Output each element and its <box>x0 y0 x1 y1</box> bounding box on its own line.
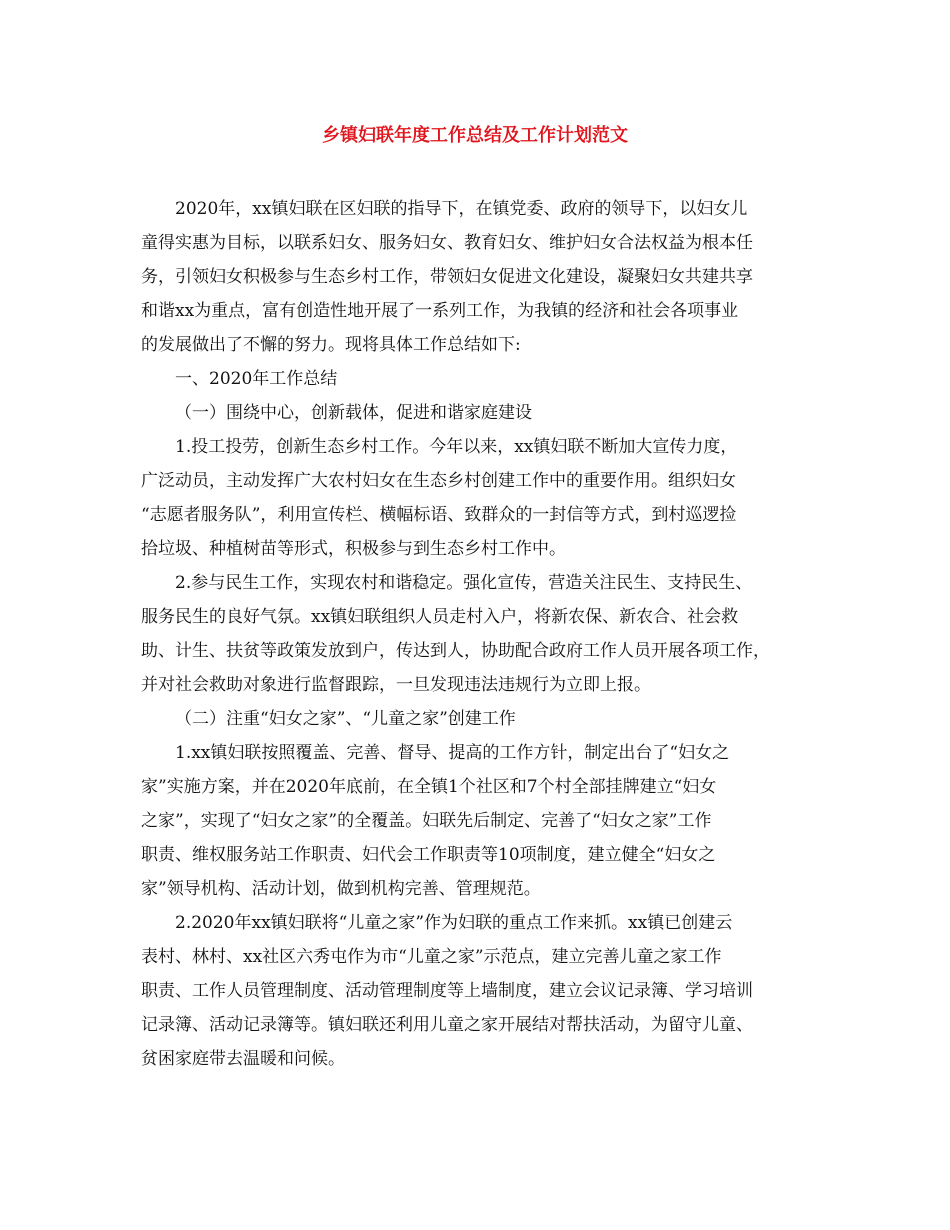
text-line: 拾垃圾、种植树苗等形式，积极参与到生态乡村工作中。 <box>141 539 566 559</box>
text-line: 2.参与民生工作，实现农村和谐稳定。强化宣传，营造关注民生、支持民生、 <box>175 573 753 593</box>
text-line: 贫困家庭带去温暖和问候。 <box>141 1049 345 1069</box>
subsection-heading <box>141 396 826 430</box>
section-heading <box>141 362 826 396</box>
text-line: 1.xx镇妇联按照覆盖、完善、督导、提高的工作方针，制定出台了“妇女之 <box>175 743 730 763</box>
text-line: 职责、工作人员管理制度、活动管理制度等上墙制度，建立会议记录簿、学习培训 <box>141 981 753 1001</box>
paragraph-item <box>141 566 826 702</box>
text-line: 广泛动员，主动发挥广大农村妇女在生态乡村创建工作中的重要作用。组织妇女 <box>141 471 736 491</box>
paragraph-item <box>141 736 826 906</box>
text-line: 表村、林村、xx社区六秀屯作为市“儿童之家”示范点，建立完善儿童之家工作 <box>141 947 722 967</box>
paragraph-item <box>141 906 826 1076</box>
text-line: 2.2020年xx镇妇联将“儿童之家”作为妇联的重点工作来抓。xx镇已创建云 <box>175 913 733 933</box>
paragraph-item <box>141 430 826 566</box>
text-line: 童得实惠为目标，以联系妇女、服务妇女、教育妇女、维护妇女合法权益为根本任 <box>141 233 753 253</box>
paragraph-intro <box>141 192 826 362</box>
text-line: 职责、维权服务站工作职责、妇代会工作职责等10项制度，建立健全“妇女之 <box>141 845 716 865</box>
text-line: （二）注重“妇女之家”、“儿童之家”创建工作 <box>175 709 516 729</box>
document-title: 乡镇妇联年度工作总结及工作计划范文 <box>322 125 628 146</box>
text-line: 家”领导机构、活动计划，做到机构完善、管理规范。 <box>141 879 541 899</box>
text-line: 的发展做出了不懈的努力。现将具体工作总结如下: <box>141 335 521 355</box>
text-line: 2020年，xx镇妇联在区妇联的指导下，在镇党委、政府的领导下，以妇女儿 <box>175 199 748 219</box>
subsection-heading <box>141 702 826 736</box>
text-line: 一、2020年工作总结 <box>175 369 338 389</box>
text-line: 助、计生、扶贫等政策发放到户，传达到人，协助配合政府工作人员开展各项工作， <box>141 641 770 661</box>
text-line: 记录簿、活动记录簿等。镇妇联还利用儿童之家开展结对帮扶活动，为留守儿童、 <box>141 1015 753 1035</box>
text-line: 和谐xx为重点，富有创造性地开展了一系列工作，为我镇的经济和社会各项事业 <box>141 301 739 321</box>
document-body <box>141 192 826 1076</box>
text-line: 之家”，实现了“妇女之家”的全覆盖。妇联先后制定、完善了“妇女之家”工作 <box>141 811 712 831</box>
text-line: 务，引领妇女积极参与生态乡村工作，带领妇女促进文化建设，凝聚妇女共建共享 <box>141 267 753 287</box>
text-line: 服务民生的良好气氛。xx镇妇联组织人员走村入户，将新农保、新农合、社会救 <box>141 607 739 627</box>
text-line: “志愿者服务队”，利用宣传栏、横幅标语、致群众的一封信等方式，到村巡逻捡 <box>141 505 737 525</box>
text-line: 并对社会救助对象进行监督跟踪，一旦发现违法违规行为立即上报。 <box>141 675 651 695</box>
text-line: 1.投工投劳，创新生态乡村工作。今年以来，xx镇妇联不断加大宣传力度， <box>175 437 738 457</box>
text-line: 家”实施方案，并在2020年底前，在全镇1个社区和7个村全部挂牌建立“妇女 <box>141 777 717 797</box>
text-line: （一）围绕中心，创新载体，促进和谐家庭建设 <box>175 403 532 423</box>
